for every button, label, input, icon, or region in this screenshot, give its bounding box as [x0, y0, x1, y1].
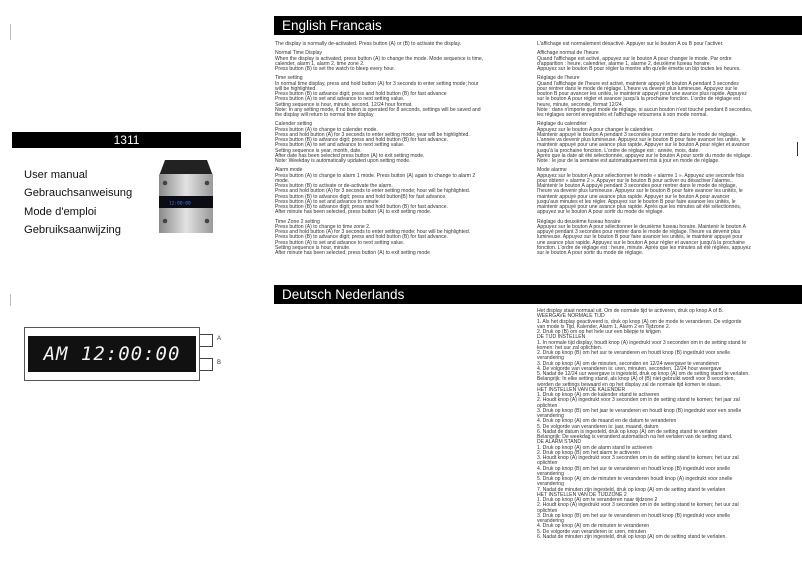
- watch-image: [155, 158, 220, 233]
- text-line: the display will return to normal time display: [275, 112, 374, 118]
- instruction-block: [275, 220, 537, 257]
- text-line: 5. De volgorde van veranderen is: jaar, maand, datum: [537, 423, 659, 430]
- manual-title-list: [24, 166, 132, 239]
- section-header-english-francais: English Francais: [274, 16, 802, 35]
- text-line: 4. Druk op knop (A) om de maand en de datum te veranderen: [537, 418, 677, 425]
- crop-mark: [10, 24, 11, 40]
- text-line: 1. In normale tijd display, houdt knop (A) ingedrukt voor 3 seconden om in de setting stand te: [537, 339, 747, 346]
- text-line: 3. Druk op knop (A) om de minuten, seconden en 12/24 weergave te veranderen: [537, 360, 719, 367]
- instruction-block: [537, 42, 799, 47]
- text-line: will be highlighted.: [275, 85, 317, 92]
- button-a-diagram: [200, 334, 213, 347]
- text-line: 5. Nadat de 12/24 uur weergave is ingesteld, druk op knop (A) om de setting stand te verlaten.: [537, 371, 750, 377]
- crop-mark: [10, 294, 11, 306]
- block-heading: Mode alarme: [537, 167, 567, 174]
- manual-title-nl: Gebruiksaanwijzing: [24, 223, 122, 236]
- text-line: Press and hold button (A) for 3 seconds to enter setting mode; hour will be highlighted.: [275, 188, 471, 195]
- text-line: 7. Nadat de minuten zijn ingesteld, druk op knop (A) om de setting stand te verlaten: [537, 486, 726, 493]
- text-line: heure, minute, seconde, format 12/24.: [537, 101, 624, 108]
- text-line: Appuyez sur le bouton A pour changer le calendrier.: [537, 126, 654, 133]
- text-line: appuyez sur le bouton A pour sortir du mode de réglage.: [537, 209, 664, 216]
- text-line: Press button (B) to activate or de-activate the alarm.: [275, 183, 393, 189]
- text-line: lumineuse. Appuyez sur le bouton B pour faire avancer les unités, le maintenir appuyé pour: [537, 234, 743, 241]
- text-line: bouton B pour avancer les unités, le maintenir appuyé pour une avance plus rapide. Appuyez: [537, 91, 747, 97]
- text-line: Press button (A) to set and advance to next setting value.: [275, 142, 405, 149]
- text-line: When the display is activated, press button (A) to change the mode. Mode sequence is time,: [275, 55, 484, 62]
- text-line: verandering: [537, 355, 564, 362]
- dutch-instructions: [537, 309, 799, 540]
- block-heading: Alarm mode: [275, 167, 303, 174]
- text-line: 5. De volgorde van veranderen is: uren, minuten: [537, 528, 647, 535]
- text-line: pour obtenir « alarme 2 ». Appuyer sur le bouton B pour activer ou désactiver l'alarme..: [537, 177, 733, 184]
- text-line: Après que la date ait été sélectionnée, appuyez sur le bouton A pour sortir du mode de réglage.: [537, 152, 752, 159]
- text-line: Press button (A) to change to time zone 2.: [275, 223, 371, 230]
- text-line: Press button (B) to advance digit; press and hold button (B) for fast advance.: [275, 234, 449, 241]
- text-line: L'année va devenir plus lumineuse. Appuyez sur le bouton B pour faire avancer les unités, le: [537, 137, 746, 143]
- text-line: d'apparition : heure, calendrier, alarme 1, alarme 2, deuxième fuseau horaire.: [537, 60, 711, 67]
- button-a-label: A: [217, 336, 222, 342]
- text-line: verandering: [537, 518, 564, 524]
- text-line: sur le bouton A pour sortir du mode de réglage.: [537, 250, 644, 256]
- text-line: DE TIJD INSTELLEN: [537, 334, 586, 341]
- instruction-block: [275, 168, 537, 215]
- text-line: Het display staat normaal uit. Om de normale tijd te activeren, druk op knop A of B.: [537, 308, 724, 314]
- text-line: appuyé pendant 3 secondes pour rentrer dans le mode de réglage. l'heure va devenir plus: [537, 229, 741, 235]
- text-line: The display is normally de-activated. Press button (A) or (B) to activate the display.: [275, 41, 462, 47]
- text-line: Quand l'affichage de l'heure est activé, maintenir appuyé le bouton A pendant 3 secondes: [537, 80, 739, 87]
- instruction-block: [275, 51, 537, 72]
- text-line: 3. Houdt knop (A) ingedrukt voor 3 seconden om in de setting stand te komen; het uur zal: [537, 455, 739, 461]
- text-line: une avance plus rapide. Appuyez sur le bouton A pour régler et avancer jusqu'à la prochaine: [537, 239, 745, 246]
- text-line: Press button (A) to set and advance to next setting value.: [275, 239, 405, 246]
- instruction-block: [537, 220, 799, 257]
- text-line: fonction. L'ordre de réglage est : heure, minute. Après que les minutes ait été réglées, appuyez: [537, 244, 751, 251]
- text-line: 1. Druk op knop (A) om te veranderen naar tijdzone 2: [537, 497, 658, 503]
- text-line: Setting sequence is hour, minute, second, 12/24 hour format.: [275, 101, 413, 108]
- text-line: 6. Nadat de datum is ingesteld, druk op knop (A) om de setting stand te verlaten: [537, 428, 718, 435]
- text-line: worden de settings bewaard en op het display zal de normale tijd komen te staan.: [537, 381, 722, 388]
- instruction-block: [275, 76, 537, 118]
- model-number-bar: 1311: [12, 132, 241, 148]
- text-line: 3. Druk op knop (B) om het uur te veranderen en houdt knop (B) ingedrukt voor snelle: [537, 512, 731, 519]
- text-line: maintenir appuyé pour une avance plus rapide. Appuyer sur le bouton A pour régler et avancer: [537, 142, 750, 149]
- text-line: maintenir appuyé pour une avance plus rapide. Après que les minutes ait été sélectionnés,: [537, 204, 742, 210]
- text-line: oplichten: [537, 460, 558, 467]
- text-line: Press button (B) to advance digit; press and hold button (B) for fast advance: [275, 91, 447, 97]
- text-line: Appuyez sur le bouton A pour sélectionner le mode « alarme 1 ». Appuyez une seconde fois: [537, 172, 744, 179]
- instruction-block: [275, 122, 537, 164]
- text-line: Press button (B) to advance digit; press and hold button (B) for fast advance.: [275, 137, 449, 143]
- text-line: 2. Houdt knop (A) ingedrukt voor 3 seconden om in de setting stand te komen; het uur zal: [537, 502, 739, 509]
- display-diagram: [24, 327, 200, 381]
- text-line: 6. Nadat de minuten zijn ingesteld, druk op knop (A) om de setting stand te verlaten.: [537, 533, 727, 540]
- text-line: Press and hold button (A) for 3 seconds to enter setting mode; year will be highlighted.: [275, 131, 470, 138]
- text-line: Note : le jour de la semaine est automatiquement mis à jour en mode de réglage.: [537, 158, 720, 164]
- text-line: l'heure va devenir plus lumineuse. Appuyez sur le bouton B pour faire avancer les unités, le: [537, 188, 743, 195]
- text-line: komen: het uur zal oplichten.: [537, 344, 603, 351]
- watch-display-text: 12:00:00: [169, 201, 191, 207]
- text-line: Note: Weekday is automatically updated upon setting mode.: [275, 158, 411, 164]
- text-line: Maintenir appuyé le bouton A pendant 3 secondes pour rentrer dans le mode de réglage.: [537, 131, 737, 138]
- text-line: Note : dans n'importe quel mode de réglage, si aucun bouton n'est touché pendant 8 secondes,: [537, 106, 753, 113]
- text-line: 1. Als het display geactiveerd is, druk op knop (A) om de mode te veranderen. De volgorde: [537, 318, 742, 325]
- block-heading: Time Zone 2 setting: [275, 218, 320, 225]
- block-heading: Affichage normal de l'heure: [537, 50, 599, 57]
- text-line: After minute has been selected, press button (A) to exit setting mode.: [275, 209, 432, 216]
- text-line: les réglages seront enregistrés et l'affichage retournera à son mode normal.: [537, 112, 708, 118]
- button-b-label: B: [217, 360, 222, 366]
- text-line: HET INSTELLEN VAN DE TIJDZONE 2: [537, 491, 627, 498]
- text-line: Setting sequence is year, month, date.: [275, 147, 362, 154]
- text-line: Press button (A) to change to alarm 1 mode. Press button (A) again to change to alarm 2: [275, 172, 476, 179]
- text-line: Maintenir le bouton A appuyé pendant 3 secondes pour rentrer dans le mode de réglage,: [537, 183, 737, 189]
- block-heading: Time setting: [275, 75, 303, 82]
- text-line: 2. Druk op (B) om op het hele uur een bliepje te krijgen: [537, 329, 661, 335]
- manual-title-fr: Mode d'emploi: [24, 205, 97, 218]
- text-line: verandering: [537, 481, 564, 488]
- instruction-block: [275, 42, 537, 47]
- text-line: Belangrijk: In elke setting stand, als knop (A) of (B) niet gebruikt wordt voor 8 seconden,: [537, 376, 735, 383]
- instruction-block: [537, 51, 799, 72]
- text-line: Press button (A) to set and advance to minute: [275, 198, 379, 205]
- crop-mark: [797, 142, 798, 156]
- lcd-display: AM 12:00:00: [28, 336, 196, 372]
- text-line: Press button (B) to advance digit; press and hold button (B) for fast advance.: [275, 204, 449, 210]
- text-line: HET INSTELLEN VAN DE KALENDER: [537, 386, 626, 393]
- text-line: In normal time display, press and hold button (A) for 3 seconds to enter setting mode; hour: [275, 80, 479, 87]
- text-line: verandering: [537, 413, 564, 419]
- block-heading: Normal Time Display: [275, 50, 322, 57]
- text-line: WEERGAVE NORMALE TIJD: [537, 313, 605, 320]
- text-line: Belangrijk: De weekdag is veranderd automatisch na het verlaten van de setting stand.: [537, 434, 733, 440]
- text-line: 4. De volgorde van veranderen is: uren, minuten, seconden, 12/24 hour weergave: [537, 365, 722, 372]
- text-line: Quand l'affichage est activé, appuyez sur le bouton A pour changer le mode. Par ordre: [537, 55, 732, 62]
- manual-title-en: User manual: [24, 169, 88, 181]
- block-heading: Réglage du deuxième fuseau horaire: [537, 218, 621, 225]
- text-line: Press and hold button (A) for 3 seconds to enter setting mode; hour will be highlighted.: [275, 229, 471, 235]
- block-heading: Calender setting: [275, 121, 313, 128]
- block-heading: Réglage du calendrier: [537, 121, 587, 128]
- text-line: jusqu'à la prochaine fonction. L'ordre de réglage est : année, mois, date.: [537, 147, 700, 154]
- text-line: pour rentrer dans le mode de réglage. L'heure va devenir plus lumineuse. Appuyez sur le: [537, 85, 738, 92]
- text-line: 4. Druk op knop (B) om het uur te veranderen en houdt knop (B) ingedrukt voor snelle: [537, 465, 731, 472]
- text-line: After minute has been selected, press button (A) to exit setting mode: [275, 250, 430, 256]
- text-line: Press button (A) to set and advance to next setting value.: [275, 96, 405, 103]
- text-line: calender, alarm 1, alarm 2, time zone 2.: [275, 60, 365, 67]
- text-line: Setting sequence is hour, minute.: [275, 244, 351, 251]
- text-line: Appuyez sur le bouton A pour sélectionner le deuxième fuseau horaire. Maintenir le bouton A: [537, 223, 746, 230]
- text-line: 2. Houdt knop (A) ingedrukt voor 3 seconden om in de setting stand te komen; het jaar zal: [537, 397, 740, 404]
- section-header-deutsch-nederlands: Deutsch Nederlands: [274, 285, 802, 304]
- text-line: Press button (B) to set the watch to bleep every hour.: [275, 66, 396, 72]
- text-line: van mode is Tijd, Kalender, Alarm 1, Alarm 2 en Tijdzone 2.: [537, 323, 671, 330]
- manual-title-de: Gebrauchsanweisung: [24, 187, 133, 200]
- text-line: mode.: [275, 177, 290, 184]
- instruction-block: [537, 76, 799, 118]
- instruction-block: [537, 168, 799, 215]
- text-line: jusqu'aux minutes et les régler. Appuyez sur le bouton B pour faire avancer les unités, le: [537, 198, 736, 205]
- text-line: 3. Druk op knop (B) om het jaar te veranderen en houdt knop (B) ingedrukt voor een snelle: [537, 407, 742, 414]
- text-line: L'affichage est normalement désactivé. Appuyer sur le bouton A ou B pour l'activer.: [537, 41, 724, 47]
- english-instructions: [275, 42, 537, 260]
- text-line: sur le bouton A pour régler et avancer jusqu'à la prochaine fonction. L'ordre de réglage est :: [537, 96, 743, 103]
- button-b-diagram: [200, 358, 213, 371]
- french-instructions: [537, 42, 799, 260]
- text-line: maintenir appuyé pour une avance plus rapide. Appuyer sur le bouton A pour avancer: [537, 193, 730, 200]
- text-line: verandering: [537, 470, 564, 477]
- text-line: oplichten: [537, 402, 558, 409]
- text-line: After date has been selected press button (A) to exit setting mode.: [275, 152, 425, 159]
- text-line: 5. Druk op knop (A) om de minuten te veranderen houdt knop (A) ingedrukt voor snelle: [537, 476, 733, 482]
- text-line: 2. Druk op knop (B) om het alarm te activeren: [537, 449, 641, 456]
- text-line: 1. Druk op knop (A) om de kalender stand te activeren: [537, 392, 660, 398]
- block-heading: Réglage de l'heure: [537, 75, 580, 82]
- text-line: 2. Druk op knop (B) om het uur te veranderen en houdt knop (B) ingedrukt voor snelle: [537, 350, 731, 356]
- text-line: 1. Druk op knop (A) om de alarm stand te activeren: [537, 444, 653, 451]
- text-line: Press button (B) to advance digit; press and hold button(B) for fast advance.: [275, 193, 447, 200]
- text-line: Note: In any setting mode, if no button is operated for 8 seconds, settings will be saved and: [275, 106, 481, 113]
- text-line: Appuyez sur le bouton B pour régler la montre afin qu'elle émette un bip toutes les heures.: [537, 66, 741, 72]
- text-line: DE ALARM STAND: [537, 439, 582, 446]
- text-line: Press button (A) to change to calender mode.: [275, 126, 378, 133]
- text-line: oplichten: [537, 507, 558, 514]
- text-line: 4. Druk op knop (A) om de minuten te veranderen: [537, 523, 650, 530]
- instruction-block: [537, 122, 799, 164]
